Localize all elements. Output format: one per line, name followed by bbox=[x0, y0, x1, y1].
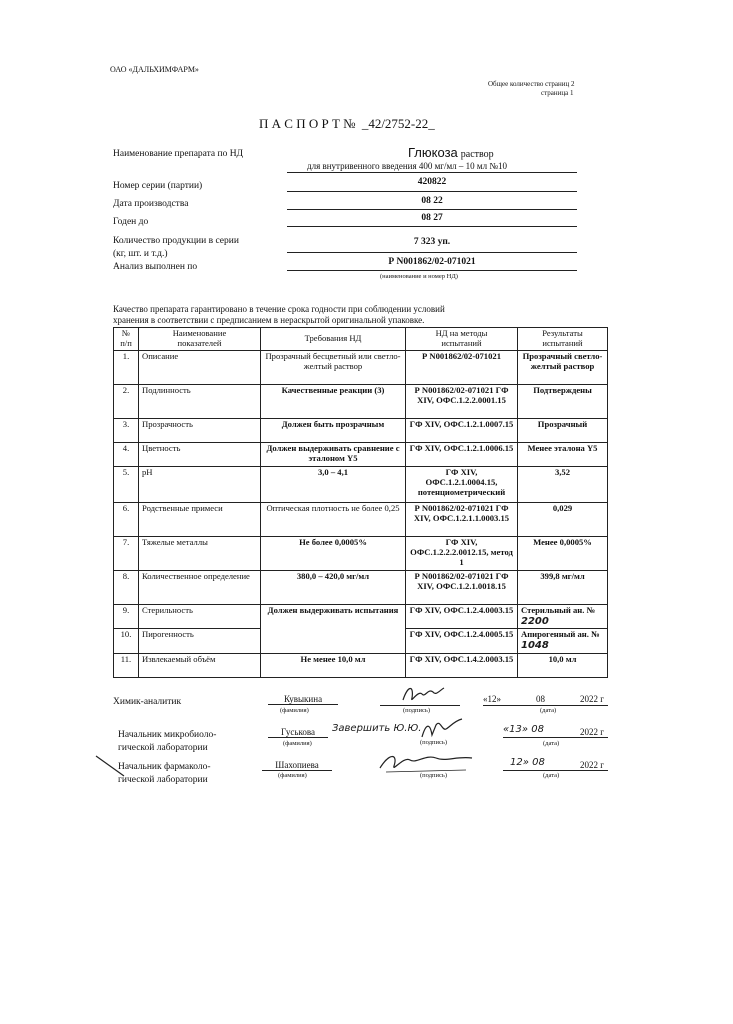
row-method: ГФ XIV, ОФС.1.2.1.0007.15 bbox=[406, 418, 518, 442]
name-value-main: Глюкоза bbox=[408, 145, 458, 160]
row-method: Р N001862/02-071021 ГФ XIV, ОФС.1.2.2.0001.15 bbox=[406, 384, 518, 418]
table-row bbox=[114, 570, 608, 604]
arrow-mark-icon bbox=[92, 752, 132, 782]
sig2-annotation: Завершить Ю.Ю. bbox=[332, 723, 422, 734]
row-result-text: Апирогенный ан. № bbox=[521, 629, 600, 640]
row-name: Цветность bbox=[139, 442, 261, 466]
sig3-role-1: Начальник фармаколо- bbox=[118, 762, 211, 772]
row-method: ГФ XIV, ОФС.1.4.2.0003.15 bbox=[406, 653, 518, 677]
prod-date-label: Дата производства bbox=[113, 199, 189, 209]
row-name: Описание bbox=[139, 350, 261, 384]
row-result: 10,0 мл bbox=[518, 653, 608, 677]
analysis-value: Р N001862/02-071021 bbox=[388, 257, 476, 267]
sig1-date-year: 2022 г bbox=[580, 694, 604, 704]
row-num: 4. bbox=[114, 442, 139, 466]
row-name: Тяжелые металлы bbox=[139, 536, 261, 570]
row-result: Подтверждены bbox=[518, 384, 608, 418]
row-num: 7. bbox=[114, 536, 139, 570]
table-header-row bbox=[114, 328, 608, 351]
name-label: Наименование препарата по НД bbox=[113, 149, 244, 159]
sig3-date-day: 12» 08 bbox=[510, 757, 545, 768]
row-req: Качественные реакции (3) bbox=[261, 384, 406, 418]
row-method: ГФ XIV, ОФС.1.2.4.0005.15 bbox=[406, 629, 518, 653]
analysis-caption: (наименование и номер НД) bbox=[380, 273, 458, 280]
row-result: Прозрачный bbox=[518, 418, 608, 442]
sig2-role-2: гической лаборатории bbox=[118, 743, 208, 753]
prod-date-value: 08 22 bbox=[421, 196, 443, 206]
sig2-date-day: «13» 08 bbox=[503, 724, 544, 735]
row-method: Р N001862/02-071021 bbox=[406, 350, 518, 384]
row-num: 2. bbox=[114, 384, 139, 418]
row-req: Не менее 10,0 мл bbox=[261, 653, 406, 677]
sig2-role-1: Начальник микробиоло- bbox=[118, 730, 217, 740]
sig1-date-month: 08 bbox=[536, 694, 545, 704]
quality-note-2: хранения в соответствии с предписанием в нераскрытой оригинальной упаковке. bbox=[113, 315, 425, 325]
row-result bbox=[518, 604, 608, 628]
row-req: Не более 0,0005% bbox=[261, 536, 406, 570]
series-label: Номер серии (партии) bbox=[113, 181, 203, 191]
table-row bbox=[114, 418, 608, 442]
row-num: 1. bbox=[114, 350, 139, 384]
sig2-date-year: 2022 г bbox=[580, 727, 604, 737]
qty-label-1: Количество продукции в серии bbox=[113, 236, 239, 246]
sig3-surname-caption: (фамилия) bbox=[278, 772, 307, 779]
row-num: 10. bbox=[114, 629, 139, 653]
row-num: 5. bbox=[114, 466, 139, 502]
row-req: Оптическая плотность не более 0,25 bbox=[261, 502, 406, 536]
name-value bbox=[408, 145, 494, 161]
page-number: страница 1 bbox=[541, 89, 574, 97]
row-result: Менее 0,0005% bbox=[518, 536, 608, 570]
row-method: Р N001862/02-071021 ГФ XIV, ОФС.1.2.1.0018.15 bbox=[406, 570, 518, 604]
table-row bbox=[114, 442, 608, 466]
row-req: Прозрачный бесцветный или светло-желтый раствор bbox=[261, 350, 406, 384]
header-method: НД на методы испытаний bbox=[406, 328, 518, 351]
row-name: Количественное определение bbox=[139, 570, 261, 604]
row-result: 3,52 bbox=[518, 466, 608, 502]
sig2-date-caption: (дата) bbox=[543, 740, 560, 747]
series-value: 420822 bbox=[417, 177, 447, 187]
table-row bbox=[114, 604, 608, 628]
row-method: Р N001862/02-071021 ГФ XIV, ОФС.1.2.1.1.0003.15 bbox=[406, 502, 518, 536]
sig3-date-caption: (дата) bbox=[543, 772, 560, 779]
expiry-value: 08 27 bbox=[421, 213, 443, 223]
row-name: Извлекаемый объём bbox=[139, 653, 261, 677]
sig3-surname: Шахопиева bbox=[262, 760, 332, 771]
row-method: ГФ XIV, ОФС.1.2.2.2.0012.15, метод 1 bbox=[406, 536, 518, 570]
title-prefix: П А С П О Р Т № bbox=[259, 116, 356, 131]
row-num: 8. bbox=[114, 570, 139, 604]
row-method: ГФ XIV, ОФС.1.2.4.0003.15 bbox=[406, 604, 518, 628]
row-num: 11. bbox=[114, 653, 139, 677]
row-req: Должен быть прозрачным bbox=[261, 418, 406, 442]
row-num: 6. bbox=[114, 502, 139, 536]
company-name: ОАО «ДАЛЬХИМФАРМ» bbox=[110, 65, 199, 74]
handwritten-pyrogen-no: 1048 bbox=[521, 640, 549, 651]
title-number: _42/2752-22_ bbox=[361, 116, 435, 131]
qty-label-2: (кг, шт. и т.д.) bbox=[113, 249, 168, 259]
row-name: Стерильность bbox=[139, 604, 261, 628]
sig3-date-year: 2022 г bbox=[580, 760, 604, 770]
row-result: 0,029 bbox=[518, 502, 608, 536]
sig1-signature-icon bbox=[398, 680, 448, 708]
row-name: Пирогенность bbox=[139, 629, 261, 653]
sig2-surname: Гуськова bbox=[268, 727, 328, 738]
sig1-surname: Кувыкина bbox=[268, 694, 338, 705]
row-req: 3,0 – 4,1 bbox=[261, 466, 406, 502]
expiry-label: Годен до bbox=[113, 217, 149, 227]
row-result: 399,8 мг/мл bbox=[518, 570, 608, 604]
name-value-suffix: раствор bbox=[460, 149, 494, 160]
row-num: 3. bbox=[114, 418, 139, 442]
sig2-surname-caption: (фамилия) bbox=[283, 740, 312, 747]
row-name: pH bbox=[139, 466, 261, 502]
row-name: Родственные примеси bbox=[139, 502, 261, 536]
row-result: Прозрачный светло-желтый раствор bbox=[518, 350, 608, 384]
header-req: Требования НД bbox=[261, 328, 406, 351]
table-row bbox=[114, 350, 608, 384]
pages-total: Общее количество страниц 2 bbox=[488, 80, 575, 88]
table-row bbox=[114, 466, 608, 502]
sig1-date-day: «12» bbox=[483, 694, 501, 704]
handwritten-sterility-no: 2200 bbox=[521, 615, 549, 627]
header-num: № п/п bbox=[114, 328, 139, 351]
table-row bbox=[114, 502, 608, 536]
header-name: Наименование показателей bbox=[139, 328, 261, 351]
row-name: Подлинность bbox=[139, 384, 261, 418]
qty-value: 7 323 уп. bbox=[413, 237, 451, 247]
row-req: Должен выдерживать испытания bbox=[261, 604, 406, 653]
sig3-role-2: гической лаборатории bbox=[118, 775, 208, 785]
row-result-text: Стерильный ан. № bbox=[521, 604, 596, 615]
sig1-surname-caption: (фамилия) bbox=[280, 707, 309, 714]
sig1-signature-caption: (подпись) bbox=[403, 707, 430, 714]
row-method: ГФ XIV, ОФС.1.2.1.0006.15 bbox=[406, 442, 518, 466]
name-value-line2: для внутривенного введения 400 мг/мл – 10 мл №10 bbox=[307, 161, 507, 171]
sig3-signature-caption: (подпись) bbox=[420, 772, 447, 779]
row-result: Менее эталона Y5 bbox=[518, 442, 608, 466]
row-req: 380,0 – 420,0 мг/мл bbox=[261, 570, 406, 604]
row-num: 9. bbox=[114, 604, 139, 628]
table-row bbox=[114, 653, 608, 677]
page-title bbox=[259, 116, 435, 132]
row-method: ГФ XIV, ОФС.1.2.1.0004.15, потенциометрический bbox=[406, 466, 518, 502]
quality-table bbox=[113, 327, 608, 678]
row-req: Должен выдерживать сравнение с эталоном Y5 bbox=[261, 442, 406, 466]
table-row bbox=[114, 536, 608, 570]
row-result bbox=[518, 629, 608, 653]
quality-note-1: Качество препарата гарантировано в течение срока годности при соблюдении условий bbox=[113, 304, 445, 314]
table-row bbox=[114, 384, 608, 418]
sig1-date-caption: (дата) bbox=[540, 707, 557, 714]
header-result: Результаты испытаний bbox=[518, 328, 608, 351]
sig1-role: Химик-аналитик bbox=[113, 697, 182, 707]
row-name: Прозрачность bbox=[139, 418, 261, 442]
analysis-label: Анализ выполнен по bbox=[113, 262, 198, 272]
sig2-signature-caption: (подпись) bbox=[420, 739, 447, 746]
